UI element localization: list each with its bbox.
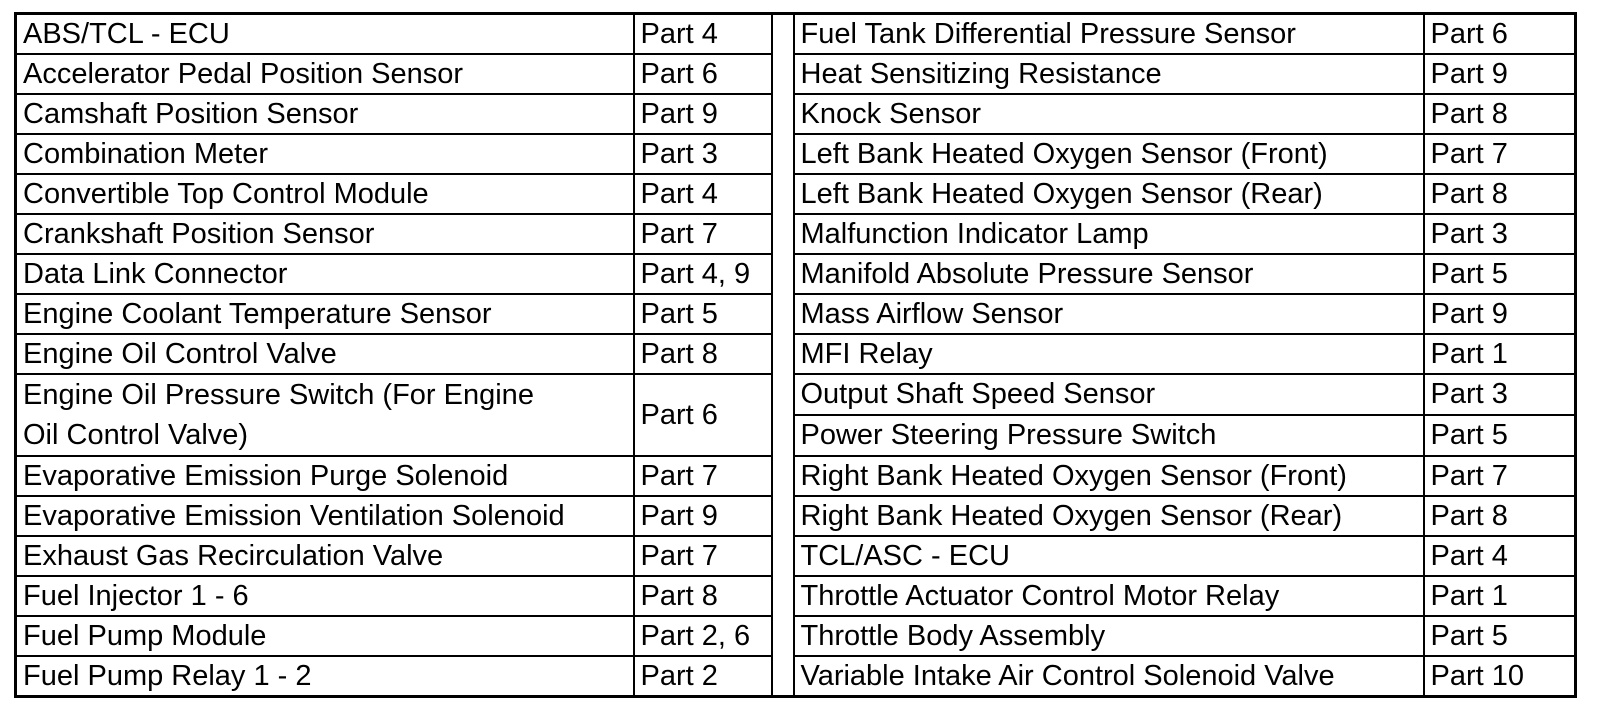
column-gap xyxy=(772,54,794,94)
table-row xyxy=(16,456,1576,496)
column-gap xyxy=(772,616,794,656)
left-component-name: Convertible Top Control Module xyxy=(16,174,634,214)
right-part-number: Part 5 xyxy=(1424,616,1576,656)
right-component-name: Power Steering Pressure Switch xyxy=(794,415,1424,456)
right-part-number: Part 9 xyxy=(1424,54,1576,94)
right-part-number: Part 3 xyxy=(1424,214,1576,254)
right-part-number: Part 8 xyxy=(1424,174,1576,214)
right-component-name: Variable Intake Air Control Solenoid Valve xyxy=(794,656,1424,697)
column-gap xyxy=(772,576,794,616)
left-part-number: Part 2 xyxy=(634,656,772,697)
component-location-index xyxy=(14,12,1577,698)
left-part-number: Part 5 xyxy=(634,294,772,334)
right-part-number: Part 1 xyxy=(1424,576,1576,616)
left-component-name: Accelerator Pedal Position Sensor xyxy=(16,54,634,94)
table-row xyxy=(16,576,1576,616)
right-part-number: Part 9 xyxy=(1424,294,1576,334)
component-index-table xyxy=(14,12,1577,698)
table-row xyxy=(16,94,1576,134)
left-component-name: Exhaust Gas Recirculation Valve xyxy=(16,536,634,576)
table-row xyxy=(16,254,1576,294)
right-part-number: Part 5 xyxy=(1424,254,1576,294)
left-component-name: Engine Oil Control Valve xyxy=(16,334,634,374)
right-component-name: Left Bank Heated Oxygen Sensor (Rear) xyxy=(794,174,1424,214)
column-gap xyxy=(772,214,794,254)
right-component-name: Left Bank Heated Oxygen Sensor (Front) xyxy=(794,134,1424,174)
column-gap xyxy=(772,254,794,294)
right-component-name: Right Bank Heated Oxygen Sensor (Rear) xyxy=(794,496,1424,536)
table-row xyxy=(16,214,1576,254)
left-part-number: Part 8 xyxy=(634,334,772,374)
right-part-number: Part 1 xyxy=(1424,334,1576,374)
column-gap xyxy=(772,174,794,214)
column-gap xyxy=(772,374,794,456)
table-row xyxy=(16,14,1576,55)
right-part-number: Part 7 xyxy=(1424,134,1576,174)
right-component-name: Manifold Absolute Pressure Sensor xyxy=(794,254,1424,294)
table-row xyxy=(16,334,1576,374)
column-gap xyxy=(772,496,794,536)
right-component-name: Mass Airflow Sensor xyxy=(794,294,1424,334)
left-part-number: Part 3 xyxy=(634,134,772,174)
table-row xyxy=(16,174,1576,214)
left-part-number: Part 4 xyxy=(634,174,772,214)
column-gap xyxy=(772,456,794,496)
right-part-number: Part 5 xyxy=(1424,415,1576,456)
table-row xyxy=(16,616,1576,656)
right-part-number: Part 10 xyxy=(1424,656,1576,697)
left-component-name: Fuel Pump Relay 1 - 2 xyxy=(16,656,634,697)
table-row xyxy=(16,656,1576,697)
table-row xyxy=(16,294,1576,334)
left-component-name xyxy=(16,374,634,456)
left-part-number: Part 9 xyxy=(634,496,772,536)
left-part-number: Part 4, 9 xyxy=(634,254,772,294)
column-gap xyxy=(772,14,794,55)
right-component-name: Right Bank Heated Oxygen Sensor (Front) xyxy=(794,456,1424,496)
left-part-number: Part 6 xyxy=(634,54,772,94)
left-component-name: Engine Coolant Temperature Sensor xyxy=(16,294,634,334)
left-part-number: Part 6 xyxy=(634,374,772,456)
left-component-name: Combination Meter xyxy=(16,134,634,174)
column-gap xyxy=(772,536,794,576)
left-component-name-line2: Oil Control Valve) xyxy=(23,419,249,451)
left-part-number: Part 7 xyxy=(634,456,772,496)
right-part-number: Part 3 xyxy=(1424,374,1576,415)
table-row xyxy=(16,134,1576,174)
column-gap xyxy=(772,294,794,334)
column-gap xyxy=(772,656,794,697)
column-gap xyxy=(772,334,794,374)
right-component-name: TCL/ASC - ECU xyxy=(794,536,1424,576)
right-part-number: Part 6 xyxy=(1424,14,1576,55)
right-component-name: Output Shaft Speed Sensor xyxy=(794,374,1424,415)
right-component-name: Knock Sensor xyxy=(794,94,1424,134)
right-part-number: Part 8 xyxy=(1424,94,1576,134)
column-gap xyxy=(772,94,794,134)
left-component-name: Camshaft Position Sensor xyxy=(16,94,634,134)
right-part-number: Part 4 xyxy=(1424,536,1576,576)
left-part-number: Part 7 xyxy=(634,536,772,576)
right-component-name: Throttle Actuator Control Motor Relay xyxy=(794,576,1424,616)
left-part-number: Part 9 xyxy=(634,94,772,134)
right-component-name: Fuel Tank Differential Pressure Sensor xyxy=(794,14,1424,55)
right-component-name: Throttle Body Assembly xyxy=(794,616,1424,656)
right-part-number: Part 8 xyxy=(1424,496,1576,536)
left-component-name: Evaporative Emission Purge Solenoid xyxy=(16,456,634,496)
column-gap xyxy=(772,134,794,174)
left-part-number: Part 8 xyxy=(634,576,772,616)
right-part-number: Part 7 xyxy=(1424,456,1576,496)
left-component-name: Data Link Connector xyxy=(16,254,634,294)
right-component-name: Heat Sensitizing Resistance xyxy=(794,54,1424,94)
table-row xyxy=(16,536,1576,576)
right-component-name: Malfunction Indicator Lamp xyxy=(794,214,1424,254)
left-part-number: Part 4 xyxy=(634,14,772,55)
table-row xyxy=(16,54,1576,94)
left-component-name: Crankshaft Position Sensor xyxy=(16,214,634,254)
left-component-name: Evaporative Emission Ventilation Solenoid xyxy=(16,496,634,536)
left-component-name: Fuel Injector 1 - 6 xyxy=(16,576,634,616)
right-component-name: MFI Relay xyxy=(794,334,1424,374)
table-row xyxy=(16,496,1576,536)
left-component-name: Fuel Pump Module xyxy=(16,616,634,656)
left-component-name: ABS/TCL - ECU xyxy=(16,14,634,55)
left-part-number: Part 2, 6 xyxy=(634,616,772,656)
left-component-name-line1: Engine Oil Pressure Switch (For Engine xyxy=(23,379,534,411)
table-row xyxy=(16,374,1576,415)
left-part-number: Part 7 xyxy=(634,214,772,254)
